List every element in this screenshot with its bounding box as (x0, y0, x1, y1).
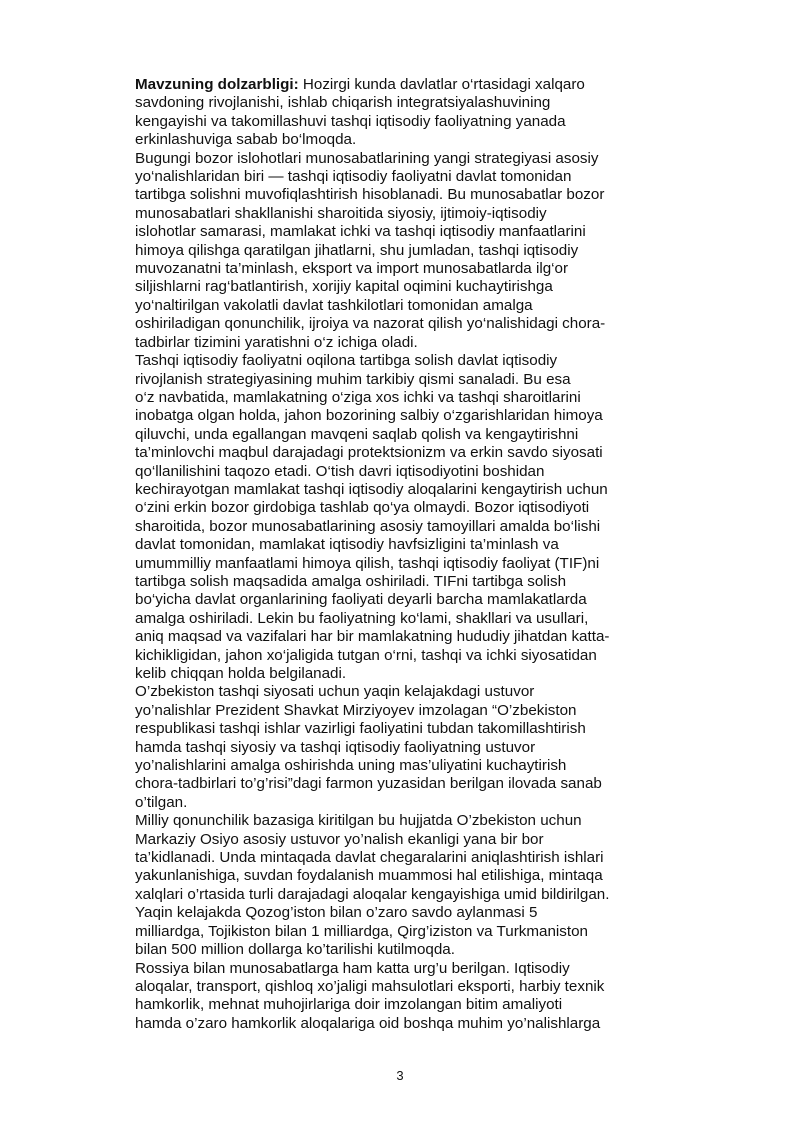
text-line: siljishlarni rag‘batlantirish, xorijiy kapital oqimini kuchaytirishga (135, 278, 553, 296)
text-line: ta’kidlanadi. Unda mintaqada davlat chegaralarini aniqlashtirish ishlari (135, 849, 604, 867)
text-line: himoya qilishga qaratilgan jihatlarni, shu jumladan, tashqi iqtisodiy (135, 241, 579, 259)
text-line: hamkorlik, mehnat muhojirlariga doir imzolangan bitim amaliyoti (135, 996, 563, 1014)
text-line: kelib chiqqan holda belgilanadi. (135, 665, 347, 682)
text-line: sharoitida, bozor munosabatlarining asosiy tamoyillari amalda bo‘lishi (135, 517, 601, 535)
text-line: bo‘yicha davlat organlarining faoliyati deyarli barcha mamlakatlarda (135, 591, 587, 609)
text-line: rivojlanish strategiyasining muhim tarkibiy qismi sanaladi. Bu esa (135, 370, 571, 388)
text-line: yakunlanishiga, suvdan foydalanish muammosi hal etilishiga, mintaqa (135, 867, 603, 885)
text-line: islohotlar samarasi, mamlakat ichki va tashqi iqtisodiy manfaatlarini (135, 223, 586, 241)
first-line-text: Hozirgi kunda davlatlar o‘rtasidagi xalqaro (298, 76, 585, 93)
text-line: aniq maqsad va vazifalari har bir mamlakatning hududiy jihatdan katta- (135, 628, 610, 646)
text-line: milliardga, Tojikiston bilan 1 milliardga, Qirg’iziston va Turkmaniston (135, 922, 588, 940)
text-line: savdoning rivojlanishi, ishlab chiqarish integratsiyalashuvining (135, 94, 551, 112)
body-text (135, 76, 645, 1033)
first-line (135, 76, 645, 94)
text-line: Rossiya bilan munosabatlarga ham katta urg’u berilgan. Iqtisodiy (135, 959, 570, 977)
text-line: Markaziy Osiyo asosiy ustuvor yo’nalish ekanligi yana bir bor (135, 830, 544, 848)
text-line: erkinlashuviga sabab bo‘lmoqda. (135, 131, 357, 149)
text-line: kechirayotgan mamlakat tashqi iqtisodiy aloqalarini kengaytirish uchun (135, 480, 608, 498)
text-line: Milliy qonunchilik bazasiga kiritilgan bu hujjatda O’zbekiston uchun (135, 812, 582, 830)
text-line: ta’minlovchi maqbul darajadagi protektsionizm va erkin savdo siyosati (135, 444, 603, 462)
text-lines (135, 94, 645, 1033)
text-line: o‘z navbatida, mamlakatning o‘ziga xos ichki va tashqi sharoitlarini (135, 388, 581, 406)
text-line: kichikligidan, jahon xo‘jaligida tutgan o‘rni, tashqi va ichki siyosatidan (135, 646, 597, 664)
text-line: oshiriladigan qonunchilik, ijroiya va nazorat qilish yo‘nalishidagi chora- (135, 315, 606, 333)
text-line: yo‘naltirilgan vakolatli davlat tashkilotlari tomonidan amalga (135, 296, 533, 314)
text-line: yo’nalishlar Prezident Shavkat Mirziyoyev imzolagan “O’zbekiston (135, 701, 577, 719)
text-line: Tashqi iqtisodiy faoliyatni oqilona tartibga solish davlat iqtisodiy (135, 352, 558, 370)
text-line: qo‘llanilishini taqozo etadi. O‘tish davri iqtisodiyotini boshidan (135, 462, 545, 480)
text-line: O’zbekiston tashqi siyosati uchun yaqin kelajakdagi ustuvor (135, 683, 535, 701)
text-line: xalqlari o’rtasida turli darajadagi aloqalar kengayishiga umid bildirilgan. (135, 885, 610, 903)
text-line: tadbirlar tizimini yaratishni o‘z ichiga oladi. (135, 333, 418, 351)
page-number: 3 (396, 1068, 404, 1083)
text-line: hamda tashqi siyosiy va tashqi iqtisodiy faoliyatning ustuvor (135, 738, 536, 756)
text-line: umummilliy manfaatlami himoya qilish, tashqi iqtisodiy faoliyat (TIF)ni (135, 554, 600, 572)
text-line: yo’nalishlarini amalga oshirishda uning mas’uliyatini kuchaytirish (135, 757, 567, 775)
text-line: amalga oshiriladi. Lekin bu faoliyatning ko‘lami, shakllari va usullari, (135, 609, 589, 627)
text-line: Yaqin kelajakda Qozog’iston bilan o’zaro savdo aylanmasi 5 (135, 904, 538, 922)
text-line: yo‘nalishlaridan biri — tashqi iqtisodiy faoliyatni davlat tomonidan (135, 168, 572, 186)
text-line: tartibga solish maqsadida amalga oshiriladi. TIFni tartibga solish (135, 572, 567, 590)
text-line: aloqalar, transport, qishloq xo’jaligi mahsulotlari eksporti, harbiy texnik (135, 977, 605, 995)
text-line: o’tilgan. (135, 793, 188, 811)
text-line: tartibga solishni muvofiqlashtirish hisoblanadi. Bu munosabatlar bozor (135, 186, 605, 204)
text-line: inobatga olgan holda, jahon bozorining salbiy o‘zgarishlaridan himoya (135, 407, 603, 425)
text-line: bilan 500 million dollarga ko’tarilishi kutilmoqda. (135, 941, 455, 959)
text-line: davlat tomonidan, mamlakat iqtisodiy havfsizligini ta’minlash va (135, 536, 559, 554)
text-line: muvozanatni ta’minlash, eksport va import munosabatlarda ilg‘or (135, 260, 569, 278)
text-line: o‘zini erkin bozor girdobiga tashlab qo‘ya olmaydi. Bozor iqtisodiyoti (135, 499, 590, 517)
heading-label: Mavzuning dolzarbligi: (135, 76, 299, 93)
text-line: Bugungi bozor islohotlari munosabatlarining yangi strategiyasi asosiy (135, 149, 599, 167)
text-line: hamda o’zaro hamkorlik aloqalariga oid boshqa muhim yo’nalishlarga (135, 1014, 601, 1032)
text-line: chora-tadbirlari to’g’risi”dagi farmon yuzasidan berilgan ilovada sanab (135, 775, 602, 793)
text-line: kengayishi va takomillashuvi tashqi iqtisodiy faoliyatning yanada (135, 112, 566, 130)
text-line: munosabatlari shakllanishi sharoitida siyosiy, ijtimoiy-iqtisodiy (135, 204, 547, 222)
text-line: respublikasi tashqi ishlar vazirligi faoliyatini tubdan takomillashtirish (135, 720, 586, 738)
text-line: qiluvchi, unda egallangan mavqeni saqlab qolish va kengaytirishni (135, 425, 579, 443)
